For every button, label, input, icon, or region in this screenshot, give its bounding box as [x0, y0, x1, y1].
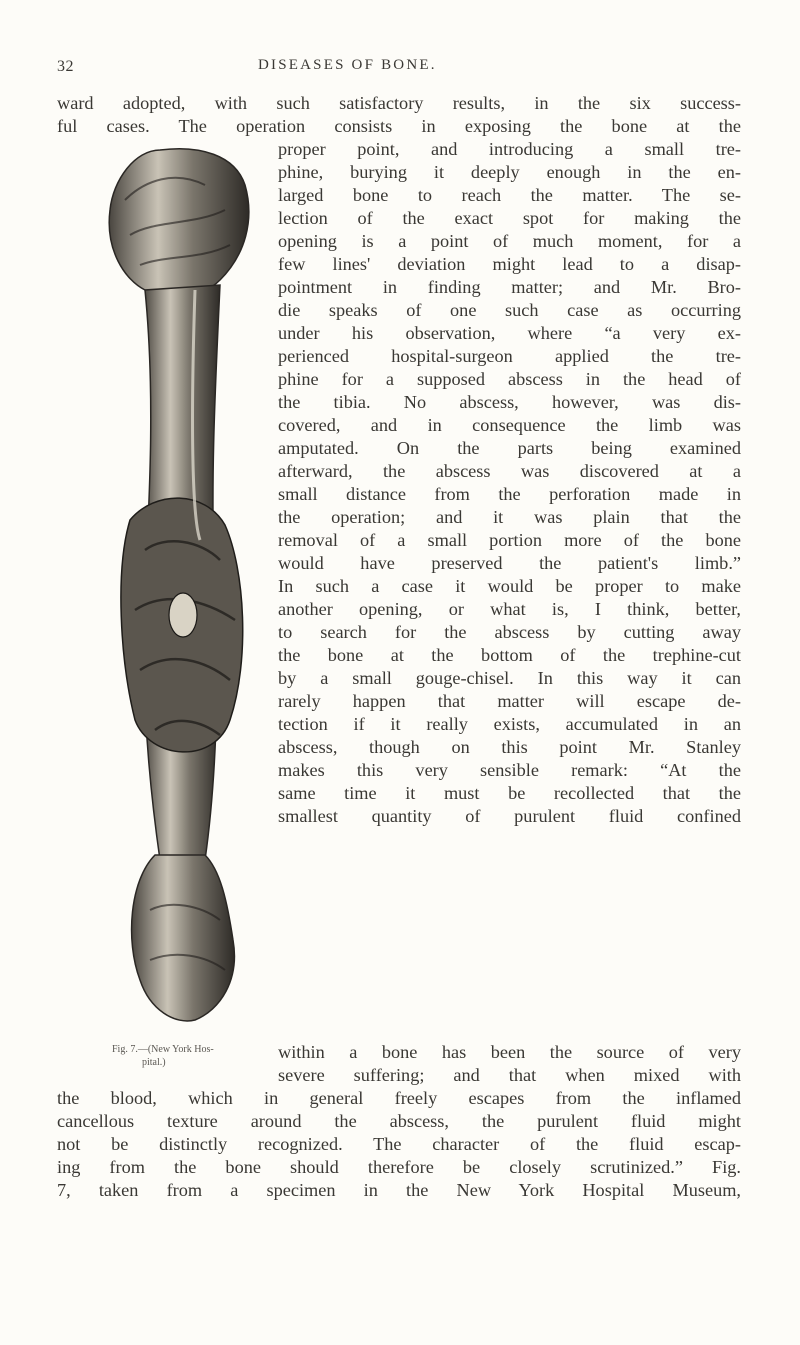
page-number: 32	[57, 58, 74, 75]
text-line: lection of the exact spot for making the	[278, 208, 741, 228]
text-line: severe suffering; and that when mixed with	[278, 1065, 741, 1085]
text-line: abscess, though on this point Mr. Stanley	[278, 737, 741, 757]
text-line: the bone at the bottom of the trephine-cut	[278, 645, 741, 665]
text-line: amputated. On the parts being examined	[278, 438, 741, 458]
text-line: afterward, the abscess was discovered at a	[278, 461, 741, 481]
text-line: removal of a small portion more of the bone	[278, 530, 741, 550]
text-line: In such a case it would be proper to make	[278, 576, 741, 596]
text-line: to search for the abscess by cutting away	[278, 622, 741, 642]
text-line: by a small gouge-chisel. In this way it can	[278, 668, 741, 688]
caption-line: Fig. 7.—(New York Hos-	[112, 1044, 214, 1055]
figure-7	[105, 140, 260, 1040]
text-line: cancellous texture around the abscess, the purulent fluid might	[57, 1111, 741, 1131]
text-line: the blood, which in general freely escapes from the inflamed	[57, 1088, 741, 1108]
text-line: ward adopted, with such satisfactory results, in the six success-	[57, 93, 741, 113]
text-line: phine, burying it deeply enough in the en-	[278, 162, 741, 182]
text-line: ing from the bone should therefore be closely scrutinized.” Fig.	[57, 1157, 741, 1177]
text-line: rarely happen that matter will escape de-	[278, 691, 741, 711]
amputated-leg-bone-icon	[105, 140, 260, 1040]
text-line: few lines' deviation might lead to a disap-	[278, 254, 741, 274]
text-line: proper point, and introducing a small tre-	[278, 139, 741, 159]
text-line: ful cases. The operation consists in exposing the bone at the	[57, 116, 741, 136]
text-line: not be distinctly recognized. The character of the fluid escap-	[57, 1134, 741, 1154]
text-line: small distance from the perforation made in	[278, 484, 741, 504]
text-line: makes this very sensible remark: “At the	[278, 760, 741, 780]
text-line: larged bone to reach the matter. The se-	[278, 185, 741, 205]
text-line: tection if it really exists, accumulated in an	[278, 714, 741, 734]
caption-line: pital.)	[142, 1057, 166, 1068]
text-line: opening is a point of much moment, for a	[278, 231, 741, 251]
text-line: covered, and in consequence the limb was	[278, 415, 741, 435]
text-line: another opening, or what is, I think, better,	[278, 599, 741, 619]
text-line: phine for a supposed abscess in the head of	[278, 369, 741, 389]
text-line: perienced hospital-surgeon applied the tre-	[278, 346, 741, 366]
text-line: would have preserved the patient's limb.”	[278, 553, 741, 573]
text-line: within a bone has been the source of very	[278, 1042, 741, 1062]
text-line: 7, taken from a specimen in the New York Hospital Museum,	[57, 1180, 741, 1200]
text-line: same time it must be recollected that the	[278, 783, 741, 803]
text-line: smallest quantity of purulent fluid confined	[278, 806, 741, 826]
text-line: pointment in finding matter; and Mr. Bro-	[278, 277, 741, 297]
text-line: the operation; and it was plain that the	[278, 507, 741, 527]
text-line: under his observation, where “a very ex-	[278, 323, 741, 343]
text-line: the tibia. No abscess, however, was dis-	[278, 392, 741, 412]
running-head: DISEASES OF BONE.	[258, 57, 437, 73]
text-line: die speaks of one such case as occurring	[278, 300, 741, 320]
